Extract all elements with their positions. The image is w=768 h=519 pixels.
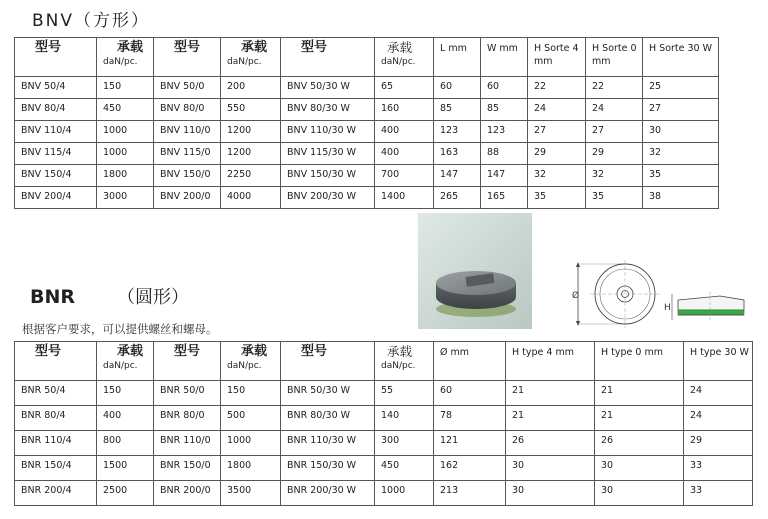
- table-row: [15, 456, 753, 481]
- table-cell: 30: [506, 456, 595, 481]
- table-cell: 26: [506, 431, 595, 456]
- table-cell: 2250: [221, 165, 281, 187]
- table-cell: BNV 200/4: [15, 187, 97, 209]
- table-cell: 21: [595, 381, 684, 406]
- bnv-header-7: W mm: [481, 38, 528, 77]
- table-cell: 35: [643, 165, 719, 187]
- table-cell: 1000: [97, 121, 154, 143]
- table-cell: 30: [595, 456, 684, 481]
- table-row: [15, 381, 753, 406]
- table-cell: 147: [481, 165, 528, 187]
- table-cell: 150: [97, 381, 154, 406]
- table-cell: 400: [375, 143, 434, 165]
- table-cell: 500: [221, 406, 281, 431]
- bnr-header-8: H type 0 mm: [595, 342, 684, 381]
- table-cell: 1200: [221, 121, 281, 143]
- table-cell: BNR 50/0: [154, 381, 221, 406]
- table-cell: BNR 150/4: [15, 456, 97, 481]
- table-cell: 35: [586, 187, 643, 209]
- table-cell: 21: [595, 406, 684, 431]
- table-row: [15, 406, 753, 431]
- table-cell: 24: [684, 406, 753, 431]
- table-cell: 140: [375, 406, 434, 431]
- table-cell: 300: [375, 431, 434, 456]
- bnv-header-label: 型号: [301, 40, 328, 55]
- bnr-header-5: [375, 342, 434, 381]
- table-cell: 162: [434, 456, 506, 481]
- table-row: [15, 165, 719, 187]
- bnv-header-1: [97, 38, 154, 77]
- table-cell: 450: [97, 99, 154, 121]
- table-cell: 27: [586, 121, 643, 143]
- bnr-header-label: 型号: [301, 344, 328, 359]
- table-cell: 1000: [221, 431, 281, 456]
- product-photo: [418, 213, 532, 329]
- bnv-header-9: H Sorte 0 mm: [586, 38, 643, 77]
- table-cell: 35: [528, 187, 586, 209]
- bnv-header-3: [221, 38, 281, 77]
- table-cell: 213: [434, 481, 506, 506]
- table-cell: 1500: [97, 456, 154, 481]
- table-cell: BNV 80/30 W: [281, 99, 375, 121]
- table-cell: BNV 110/4: [15, 121, 97, 143]
- bnv-header-unit: daN/pc.: [227, 57, 262, 67]
- table-cell: 1200: [221, 143, 281, 165]
- table-cell: 38: [643, 187, 719, 209]
- bnr-header-4: [281, 342, 375, 381]
- table-cell: 21: [506, 406, 595, 431]
- table-cell: BNR 50/30 W: [281, 381, 375, 406]
- height-label: H: [664, 303, 671, 313]
- table-cell: 3000: [97, 187, 154, 209]
- table-cell: 3500: [221, 481, 281, 506]
- table-row: [15, 143, 719, 165]
- table-cell: 4000: [221, 187, 281, 209]
- bnr-header-3: [221, 342, 281, 381]
- bnr-header-label: 型号: [174, 344, 201, 359]
- table-cell: 200: [221, 77, 281, 99]
- table-cell: BNV 200/30 W: [281, 187, 375, 209]
- table-cell: BNR 200/4: [15, 481, 97, 506]
- bnr-header-1: [97, 342, 154, 381]
- bnr-header-6: Ø mm: [434, 342, 506, 381]
- table-cell: BNR 110/30 W: [281, 431, 375, 456]
- bnv-header-2: [154, 38, 221, 77]
- table-cell: BNR 50/4: [15, 381, 97, 406]
- table-cell: 700: [375, 165, 434, 187]
- bnv-header-10: H Sorte 30 W: [643, 38, 719, 77]
- bnv-header-label: 承载: [117, 40, 144, 55]
- bnv-header-6: L mm: [434, 38, 481, 77]
- table-row: [15, 481, 753, 506]
- table-cell: 550: [221, 99, 281, 121]
- bnv-header-label: 型号: [35, 40, 62, 55]
- bnv-header-8: H Sorte 4 mm: [528, 38, 586, 77]
- bnr-title-text: BNR: [30, 286, 76, 308]
- table-cell: 24: [528, 99, 586, 121]
- table-cell: 121: [434, 431, 506, 456]
- table-cell: 400: [375, 121, 434, 143]
- table-cell: 30: [643, 121, 719, 143]
- bnv-header-label: 承载: [241, 40, 268, 55]
- bnr-note: 根据客户要求，可以提供螺丝和螺母。: [22, 322, 218, 336]
- table-cell: BNR 110/0: [154, 431, 221, 456]
- table-cell: BNV 110/30 W: [281, 121, 375, 143]
- bnv-spec-table: [14, 37, 719, 209]
- bnr-header-9: H type 30 W: [684, 342, 753, 381]
- table-cell: 400: [97, 406, 154, 431]
- table-cell: 24: [684, 381, 753, 406]
- table-cell: BNR 110/4: [15, 431, 97, 456]
- table-row: [15, 431, 753, 456]
- table-cell: 33: [684, 481, 753, 506]
- bnv-header-label: 承载: [387, 40, 413, 55]
- table-cell: 32: [643, 143, 719, 165]
- table-cell: 60: [434, 77, 481, 99]
- table-cell: 150: [97, 77, 154, 99]
- bnr-header-label: 承载: [117, 344, 144, 359]
- table-row: [15, 99, 719, 121]
- table-cell: BNV 115/4: [15, 143, 97, 165]
- table-cell: 26: [595, 431, 684, 456]
- table-cell: BNR 200/30 W: [281, 481, 375, 506]
- table-cell: BNV 50/4: [15, 77, 97, 99]
- bnr-section-title: [30, 283, 189, 309]
- table-cell: 165: [481, 187, 528, 209]
- table-cell: BNR 150/0: [154, 456, 221, 481]
- table-cell: BNV 50/30 W: [281, 77, 375, 99]
- table-cell: 22: [586, 77, 643, 99]
- table-cell: 1800: [221, 456, 281, 481]
- bnv-header-unit: daN/pc.: [381, 57, 416, 67]
- table-cell: 265: [434, 187, 481, 209]
- table-cell: 29: [528, 143, 586, 165]
- table-cell: 1000: [97, 143, 154, 165]
- table-cell: BNV 80/4: [15, 99, 97, 121]
- table-cell: BNR 200/0: [154, 481, 221, 506]
- bnv-section-title: BNV（方形）: [32, 11, 151, 31]
- bnr-header-label: 承载: [387, 344, 413, 359]
- table-cell: 123: [481, 121, 528, 143]
- bnr-header-label: 承载: [241, 344, 268, 359]
- table-cell: BNV 150/30 W: [281, 165, 375, 187]
- bnr-header-0: [15, 342, 97, 381]
- table-cell: BNV 110/0: [154, 121, 221, 143]
- table-cell: 27: [528, 121, 586, 143]
- table-cell: 123: [434, 121, 481, 143]
- table-cell: 147: [434, 165, 481, 187]
- table-row: [15, 77, 719, 99]
- table-cell: 150: [221, 381, 281, 406]
- table-cell: 21: [506, 381, 595, 406]
- table-row: [15, 121, 719, 143]
- table-cell: 800: [97, 431, 154, 456]
- bnv-header-0: [15, 38, 97, 77]
- bnr-header-label: 型号: [35, 344, 62, 359]
- diameter-label: Ø: [572, 291, 580, 301]
- table-cell: BNR 80/30 W: [281, 406, 375, 431]
- bnr-spec-table: [14, 341, 753, 506]
- table-cell: BNV 115/30 W: [281, 143, 375, 165]
- table-cell: BNV 115/0: [154, 143, 221, 165]
- bnv-header-unit: daN/pc.: [103, 57, 138, 67]
- table-cell: BNR 80/4: [15, 406, 97, 431]
- table-cell: 27: [643, 99, 719, 121]
- table-cell: BNV 80/0: [154, 99, 221, 121]
- technical-drawing: [570, 258, 760, 330]
- table-cell: 32: [586, 165, 643, 187]
- table-cell: 163: [434, 143, 481, 165]
- bnr-header-unit: daN/pc.: [103, 361, 138, 371]
- table-cell: BNV 200/0: [154, 187, 221, 209]
- bnv-header-5: [375, 38, 434, 77]
- table-cell: 78: [434, 406, 506, 431]
- table-cell: 30: [506, 481, 595, 506]
- table-cell: 30: [595, 481, 684, 506]
- table-cell: 85: [434, 99, 481, 121]
- table-cell: 29: [586, 143, 643, 165]
- table-cell: BNR 150/30 W: [281, 456, 375, 481]
- table-cell: 450: [375, 456, 434, 481]
- table-cell: 60: [434, 381, 506, 406]
- bnv-header-4: [281, 38, 375, 77]
- bnv-header-label: 型号: [174, 40, 201, 55]
- table-cell: 1800: [97, 165, 154, 187]
- table-cell: 85: [481, 99, 528, 121]
- bnr-subtitle: （圆形）: [117, 287, 190, 308]
- table-cell: 33: [684, 456, 753, 481]
- table-cell: 29: [684, 431, 753, 456]
- table-cell: 88: [481, 143, 528, 165]
- table-cell: 24: [586, 99, 643, 121]
- table-row: [15, 187, 719, 209]
- table-cell: BNV 150/0: [154, 165, 221, 187]
- bnr-header-7: H type 4 mm: [506, 342, 595, 381]
- table-cell: 60: [481, 77, 528, 99]
- table-cell: 2500: [97, 481, 154, 506]
- table-cell: BNR 80/0: [154, 406, 221, 431]
- bnr-header-2: [154, 342, 221, 381]
- table-cell: 65: [375, 77, 434, 99]
- bnr-header-unit: daN/pc.: [381, 361, 416, 371]
- table-cell: 22: [528, 77, 586, 99]
- table-cell: 32: [528, 165, 586, 187]
- table-cell: 1000: [375, 481, 434, 506]
- table-cell: 1400: [375, 187, 434, 209]
- bnr-header-unit: daN/pc.: [227, 361, 262, 371]
- table-cell: 55: [375, 381, 434, 406]
- table-cell: 25: [643, 77, 719, 99]
- table-cell: 160: [375, 99, 434, 121]
- table-cell: BNV 150/4: [15, 165, 97, 187]
- table-cell: BNV 50/0: [154, 77, 221, 99]
